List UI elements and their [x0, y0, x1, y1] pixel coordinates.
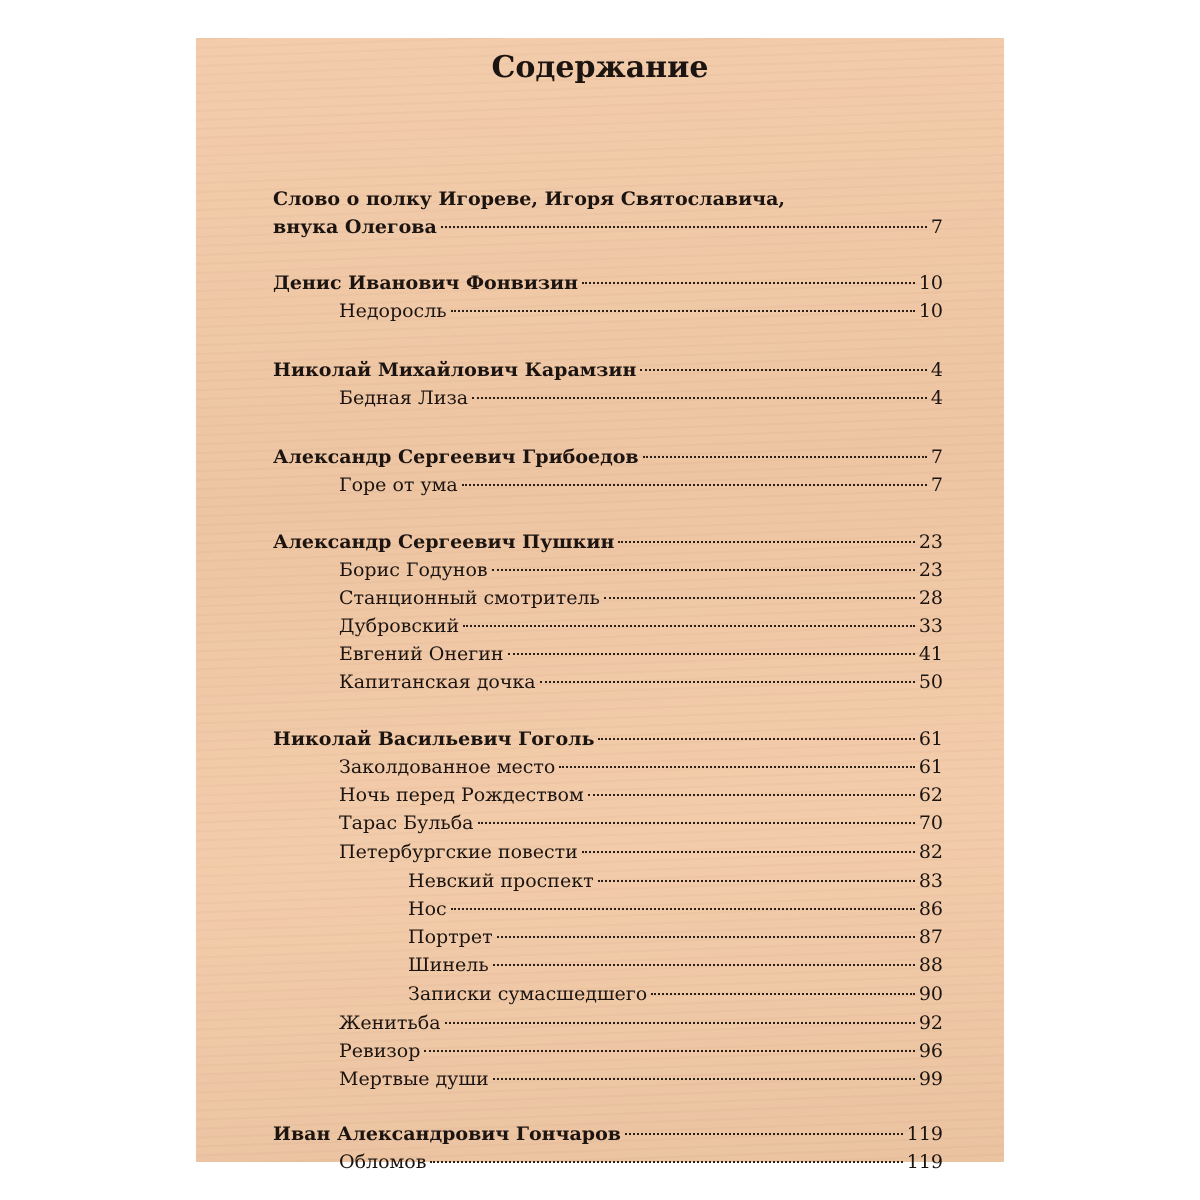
- toc-entry-page: 62: [918, 784, 943, 806]
- toc-entry-page: 7: [930, 474, 943, 496]
- toc-entry-label: Невский проспект: [408, 870, 594, 892]
- toc-entry-label: Петербургские повести: [339, 841, 578, 863]
- toc-entry-page: 4: [930, 359, 943, 381]
- toc-entry: [339, 556, 943, 584]
- toc-entry-page: 61: [918, 756, 943, 778]
- dot-leader: [497, 936, 915, 938]
- dot-leader: [472, 397, 927, 399]
- toc-entry-page: 83: [918, 870, 943, 892]
- toc-entry: [339, 1009, 943, 1037]
- dot-leader: [540, 681, 915, 683]
- dot-leader: [493, 1078, 915, 1080]
- toc-entry-label: Недоросль: [339, 300, 447, 322]
- toc-entry-page: 70: [918, 812, 943, 834]
- toc-entry-page: 87: [918, 926, 943, 948]
- toc-entry: [273, 725, 943, 753]
- toc-entry-label: Женитьба: [339, 1012, 441, 1034]
- toc-entry-page: 7: [930, 446, 943, 468]
- toc-entry-label: Николай Михайлович Карамзин: [273, 359, 637, 381]
- toc-entry-page: 10: [918, 300, 943, 322]
- toc-entry-page: 61: [918, 728, 943, 750]
- toc-entry-page: 50: [918, 671, 943, 693]
- toc-entry-label: Ревизор: [339, 1040, 421, 1062]
- dot-leader: [451, 908, 915, 910]
- toc-entry-label: Обломов: [339, 1151, 427, 1173]
- toc-entry-label: Иван Александрович Гончаров: [273, 1123, 621, 1145]
- toc-entry-label: Записки сумасшедшего: [408, 983, 648, 1005]
- dot-leader: [604, 597, 915, 599]
- toc-entry: [408, 980, 943, 1008]
- toc-entry: [408, 895, 943, 923]
- toc-entry-label: Нос: [408, 898, 447, 920]
- toc-entry-page: 7: [930, 216, 943, 238]
- dot-leader: [508, 653, 915, 655]
- dot-leader: [618, 541, 914, 543]
- dot-leader: [598, 880, 915, 882]
- toc-entry-label: Станционный смотритель: [339, 587, 600, 609]
- dot-leader: [445, 1022, 915, 1024]
- toc-entry: [339, 781, 943, 809]
- toc-entry: [408, 867, 943, 895]
- toc-entry: [339, 640, 943, 668]
- toc-entry: [273, 528, 943, 556]
- toc-entry: [339, 471, 943, 499]
- toc-entry: [339, 1065, 943, 1093]
- toc-entry: [339, 384, 943, 412]
- toc-entry: [339, 668, 943, 696]
- toc-entry-label: Заколдованное место: [339, 756, 556, 778]
- dot-leader: [582, 851, 915, 853]
- toc-entry: [339, 584, 943, 612]
- dot-leader: [582, 282, 915, 284]
- toc-entry-page: 4: [930, 387, 943, 409]
- toc-entry: [339, 838, 943, 866]
- toc-entry-page: 119: [906, 1123, 943, 1145]
- toc-entry-label: Евгений Онегин: [339, 643, 504, 665]
- toc-entry: [408, 951, 943, 979]
- toc-entry: [273, 269, 943, 297]
- dot-leader: [430, 1161, 902, 1163]
- toc-entry-label: Борис Годунов: [339, 559, 488, 581]
- dot-leader: [492, 569, 915, 571]
- toc-entry-page: 86: [918, 898, 943, 920]
- toc-entry-page: 119: [906, 1151, 943, 1173]
- toc-entry-label: внука Олегова: [273, 216, 437, 238]
- book-page: [196, 38, 1004, 1173]
- dot-leader: [463, 625, 915, 627]
- toc-entry-label: Капитанская дочка: [339, 671, 536, 693]
- dot-leader: [643, 456, 927, 458]
- toc-entry-page: 96: [918, 1040, 943, 1062]
- toc-entry-page: 10: [918, 272, 943, 294]
- toc-entry-page: 90: [918, 983, 943, 1005]
- toc-entry: [339, 809, 943, 837]
- toc-entry: [339, 297, 943, 325]
- toc-entry-label: Ночь перед Рождеством: [339, 784, 584, 806]
- toc-entry: [339, 1037, 943, 1065]
- dot-leader: [598, 738, 914, 740]
- toc-entry-page: 23: [918, 531, 943, 553]
- toc-entry-page: 23: [918, 559, 943, 581]
- toc-entry-label: Денис Иванович Фонвизин: [273, 272, 579, 294]
- dot-leader: [588, 794, 915, 796]
- dot-leader: [441, 226, 927, 228]
- toc-entry-label: Дубровский: [339, 615, 460, 637]
- toc-entry-label: Александр Сергеевич Грибоедов: [273, 446, 639, 468]
- toc-entry-line1: Слово о полку Игореве, Игоря Святославича,: [273, 188, 786, 210]
- toc-entry: [408, 923, 943, 951]
- toc-entry: [339, 612, 943, 640]
- toc-entry-page: 88: [918, 954, 943, 976]
- page-title: Содержание: [491, 50, 709, 85]
- toc-entry: [273, 1120, 943, 1148]
- dot-leader: [559, 766, 914, 768]
- toc-entry-label: Горе от ума: [339, 474, 458, 496]
- toc-entry: [273, 213, 943, 241]
- toc-entry: [273, 443, 943, 471]
- toc-entry-page: 33: [918, 615, 943, 637]
- toc-entry-label: Бедная Лиза: [339, 387, 469, 409]
- toc-entry-page: 41: [918, 643, 943, 665]
- toc-entry-label: Мертвые души: [339, 1068, 489, 1090]
- toc-entry: [339, 753, 943, 781]
- dot-leader: [451, 310, 915, 312]
- toc-entry-label: Тарас Бульба: [339, 812, 474, 834]
- toc-entry-page: 99: [918, 1068, 943, 1090]
- dot-leader: [651, 993, 915, 995]
- dot-leader: [640, 369, 926, 371]
- toc-entry-label: Шинель: [408, 954, 489, 976]
- toc-entry-label: Николай Васильевич Гоголь: [273, 728, 595, 750]
- toc-entry-page: 28: [918, 587, 943, 609]
- toc-entry-page: 92: [918, 1012, 943, 1034]
- dot-leader: [478, 822, 915, 824]
- toc-entry: [339, 1148, 943, 1176]
- toc-entry-label: Александр Сергеевич Пушкин: [273, 531, 615, 553]
- dot-leader: [424, 1050, 914, 1052]
- dot-leader: [462, 484, 927, 486]
- dot-leader: [625, 1133, 903, 1135]
- toc-entry-page: 82: [918, 841, 943, 863]
- toc-entry: [273, 356, 943, 384]
- dot-leader: [493, 964, 915, 966]
- toc-entry-label: Портрет: [408, 926, 493, 948]
